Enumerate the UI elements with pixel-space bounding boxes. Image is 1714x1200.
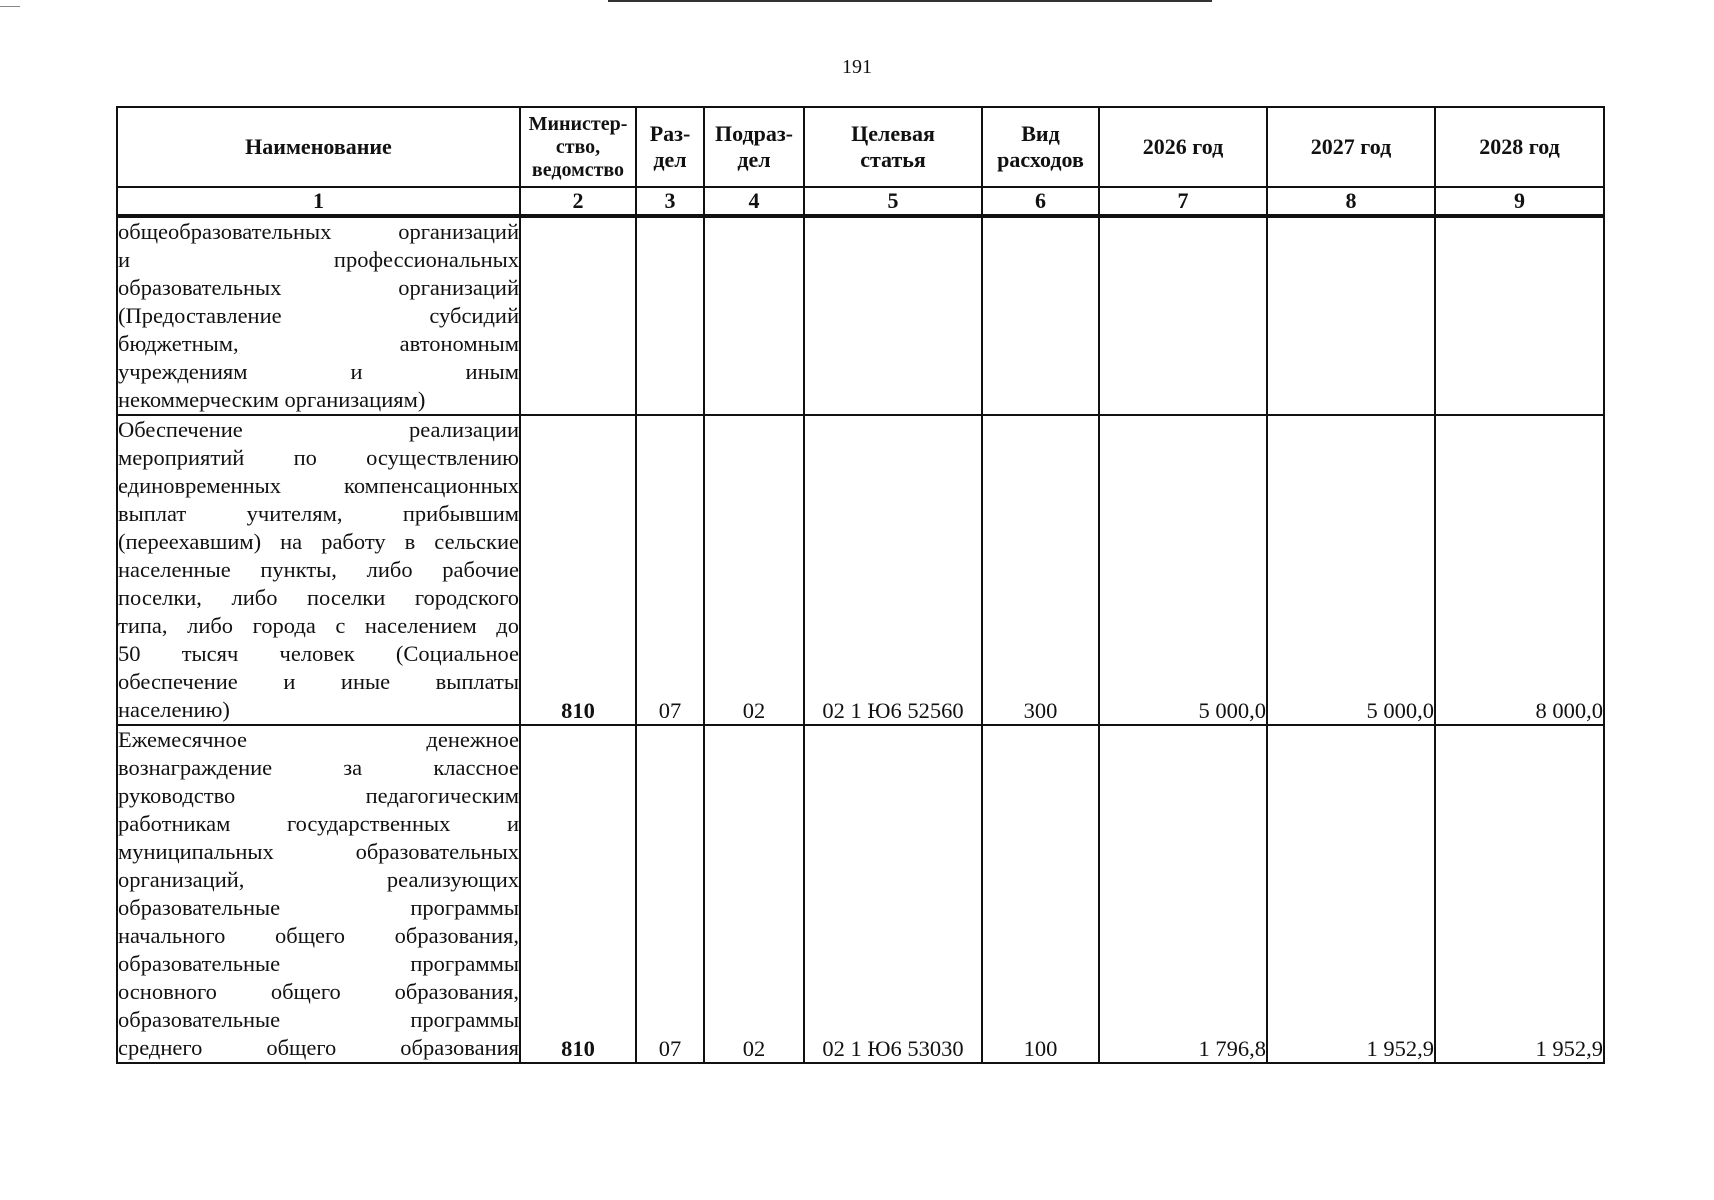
header-section-line: Раз- [649, 121, 691, 146]
name-line: муниципальных образовательных [118, 839, 519, 864]
header-2028: 2028 год [1435, 107, 1604, 187]
top-rule [608, 0, 1212, 2]
header-row [117, 107, 1604, 187]
header-name: Наименование [117, 107, 520, 187]
name-line: образовательных организаций [118, 275, 519, 300]
header-ministry [520, 107, 636, 187]
name-line: населенные пункты, либо рабочие [118, 557, 519, 582]
cell-section [636, 216, 704, 415]
table-row [117, 725, 1604, 1063]
cell-target: 02 1 Ю6 53030 [804, 725, 982, 1063]
cell-expense-type: 100 [982, 725, 1099, 1063]
header-expense-type [982, 107, 1099, 187]
name-line: Обеспечение реализации [118, 417, 519, 442]
name-line: образовательные программы [118, 1007, 519, 1032]
column-number: 7 [1099, 187, 1267, 216]
name-line: бюджетным, автономным [118, 331, 519, 356]
header-target [804, 107, 982, 187]
column-number: 4 [704, 187, 804, 216]
name-line: учреждениям и иным [118, 359, 519, 384]
name-line: поселки, либо поселки городского [118, 585, 519, 610]
budget-table [116, 106, 1605, 1064]
header-subsection-line: Подраз- [714, 121, 793, 146]
name-line: общеобразовательных организаций [118, 219, 519, 244]
header-expense-type-line: расходов [997, 147, 1084, 172]
cell-expense-type [982, 216, 1099, 415]
cell-2028 [1435, 216, 1604, 415]
header-expense-type-line: Вид [1021, 121, 1060, 146]
table-row [117, 415, 1604, 725]
name-line: 50 тысяч человек (Социальное [118, 641, 519, 666]
header-ministry-line: ство, [555, 135, 601, 158]
table-row [117, 216, 1604, 415]
column-number-row [117, 187, 1604, 216]
row-name [117, 725, 520, 1063]
column-number: 8 [1267, 187, 1435, 216]
header-ministry-line: Министер- [528, 112, 628, 135]
column-number: 5 [804, 187, 982, 216]
name-line: некоммерческим организациям) [118, 387, 426, 412]
header-section-line: дел [653, 147, 687, 172]
cell-subsection: 02 [704, 725, 804, 1063]
cell-ministry [520, 216, 636, 415]
cell-2027 [1267, 216, 1435, 415]
column-number: 6 [982, 187, 1099, 216]
cell-2027: 5 000,0 [1267, 415, 1435, 725]
column-number: 2 [520, 187, 636, 216]
name-line: работникам государственных и [118, 811, 519, 836]
name-line: среднего общего образования [118, 1035, 519, 1060]
header-2027: 2027 год [1267, 107, 1435, 187]
header-ministry-line: ведомство [531, 158, 625, 181]
cell-ministry: 810 [520, 725, 636, 1063]
name-line: руководство педагогическим [118, 783, 519, 808]
cell-subsection [704, 216, 804, 415]
name-line: основного общего образования, [118, 979, 519, 1004]
cell-2028: 8 000,0 [1435, 415, 1604, 725]
row-name [117, 415, 520, 725]
cell-2026: 1 796,8 [1099, 725, 1267, 1063]
name-line: (Предоставление субсидий [118, 303, 519, 328]
cell-2028: 1 952,9 [1435, 725, 1604, 1063]
cell-ministry: 810 [520, 415, 636, 725]
name-line: начального общего образования, [118, 923, 519, 948]
header-section [636, 107, 704, 187]
corner-mark [0, 6, 20, 7]
name-line: и профессиональных [118, 247, 519, 272]
cell-target: 02 1 Ю6 52560 [804, 415, 982, 725]
name-line: (переехавшим) на работу в сельские [118, 529, 519, 554]
name-line: образовательные программы [118, 951, 519, 976]
cell-2027: 1 952,9 [1267, 725, 1435, 1063]
header-2026: 2026 год [1099, 107, 1267, 187]
cell-subsection: 02 [704, 415, 804, 725]
cell-section: 07 [636, 725, 704, 1063]
header-subsection-line: дел [737, 147, 771, 172]
name-line: выплат учителям, прибывшим [118, 501, 519, 526]
row-name [117, 216, 520, 415]
name-line: организаций, реализующих [118, 867, 519, 892]
cell-2026: 5 000,0 [1099, 415, 1267, 725]
name-line: населению) [118, 697, 230, 722]
cell-expense-type: 300 [982, 415, 1099, 725]
header-target-line: Целевая [851, 121, 935, 146]
header-target-line: статья [860, 147, 926, 172]
column-number: 3 [636, 187, 704, 216]
name-line: единовременных компенсационных [118, 473, 519, 498]
name-line: Ежемесячное денежное [118, 727, 519, 752]
name-line: обеспечение и иные выплаты [118, 669, 519, 694]
header-subsection [704, 107, 804, 187]
column-number: 1 [117, 187, 520, 216]
name-line: типа, либо города с населением до [118, 613, 519, 638]
name-line: мероприятий по осуществлению [118, 445, 519, 470]
page-number: 191 [842, 56, 872, 78]
name-line: образовательные программы [118, 895, 519, 920]
cell-section: 07 [636, 415, 704, 725]
cell-target [804, 216, 982, 415]
column-number: 9 [1435, 187, 1604, 216]
name-line: вознаграждение за классное [118, 755, 519, 780]
cell-2026 [1099, 216, 1267, 415]
